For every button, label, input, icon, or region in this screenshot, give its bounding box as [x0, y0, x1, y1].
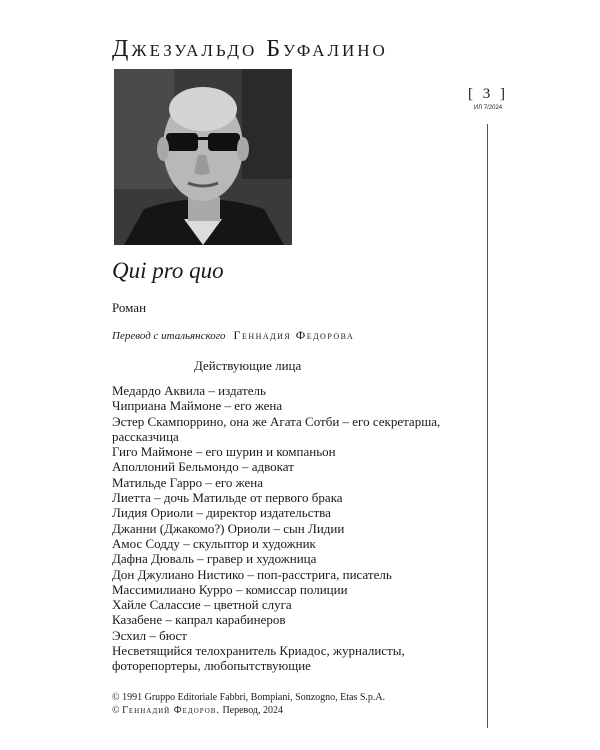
cast-item: Эсхил – бюст [112, 627, 187, 643]
cast-item: Чиприана Маймоне – его жена [112, 398, 283, 414]
copyright-translator: Геннадий Федоров. [122, 705, 220, 716]
cast-item: Амос Содду – скульптор и художник [112, 535, 316, 551]
cast-item: Медардо Аквила – издатель [112, 383, 266, 398]
page-number: [ 3 ] [468, 86, 508, 102]
copyright-year: Перевод, 2024 [222, 705, 283, 716]
cast-item: Дон Джулиано Нистико – поп-расстрига, писатель [112, 566, 392, 582]
cast-item: Джанни (Джакомо?) Ориоли – сын Лидии [112, 520, 345, 536]
cast-item: Лидия Ориоли – директор издательства [112, 505, 331, 521]
cast-item: Матильде Гарро – его жена [112, 474, 263, 490]
cast-list [112, 383, 472, 674]
translator-name: Геннадия Федорова [233, 328, 355, 342]
cast-item: Массимилиано Курро – комиссар полиции [112, 581, 348, 597]
copyright-symbol: © [112, 705, 120, 716]
author-portrait [114, 69, 292, 245]
cast-heading: Действующие лица [194, 358, 302, 373]
translation-credit [112, 328, 354, 343]
margin-rule [487, 124, 488, 728]
cast-item: Дафна Дюваль – гравер и художница [112, 551, 317, 567]
author-name: Джезуальдо Буфалино [112, 36, 388, 62]
issue-label: ИЛ 7/2024 [473, 105, 503, 111]
translation-label: Перевод с итальянского [112, 330, 226, 342]
cast-item: фоторепортеры, любопытствующие [112, 658, 311, 674]
cast-item: Эстер Скампоррино, она же Агата Сотби – его секретарша, [112, 413, 441, 429]
copyright-block [112, 691, 385, 717]
cast-item: Несветящийся телохранитель Криадос, журналисты, [112, 643, 405, 659]
work-genre: Роман [112, 300, 147, 315]
cast-item: Казабене – капрал карабинеров [112, 612, 286, 628]
cast-item: Лиетта – дочь Матильде от первого брака [112, 490, 343, 506]
page-marker [463, 86, 513, 111]
copyright-translation [112, 704, 385, 717]
cast-item: Хайле Салассие – цветной слуга [112, 597, 292, 613]
cast-item: Гиго Маймоне – его шурин и компаньон [112, 444, 336, 460]
copyright-publisher: © 1991 Gruppo Editoriale Fabbri, Bompiani, Sonzogno, Etas S.p.A. [112, 692, 386, 703]
cast-item: рассказчица [112, 428, 179, 444]
cast-item: Аполлоний Бельмондо – адвокат [112, 459, 294, 475]
work-title: Qui pro quo [112, 258, 224, 283]
